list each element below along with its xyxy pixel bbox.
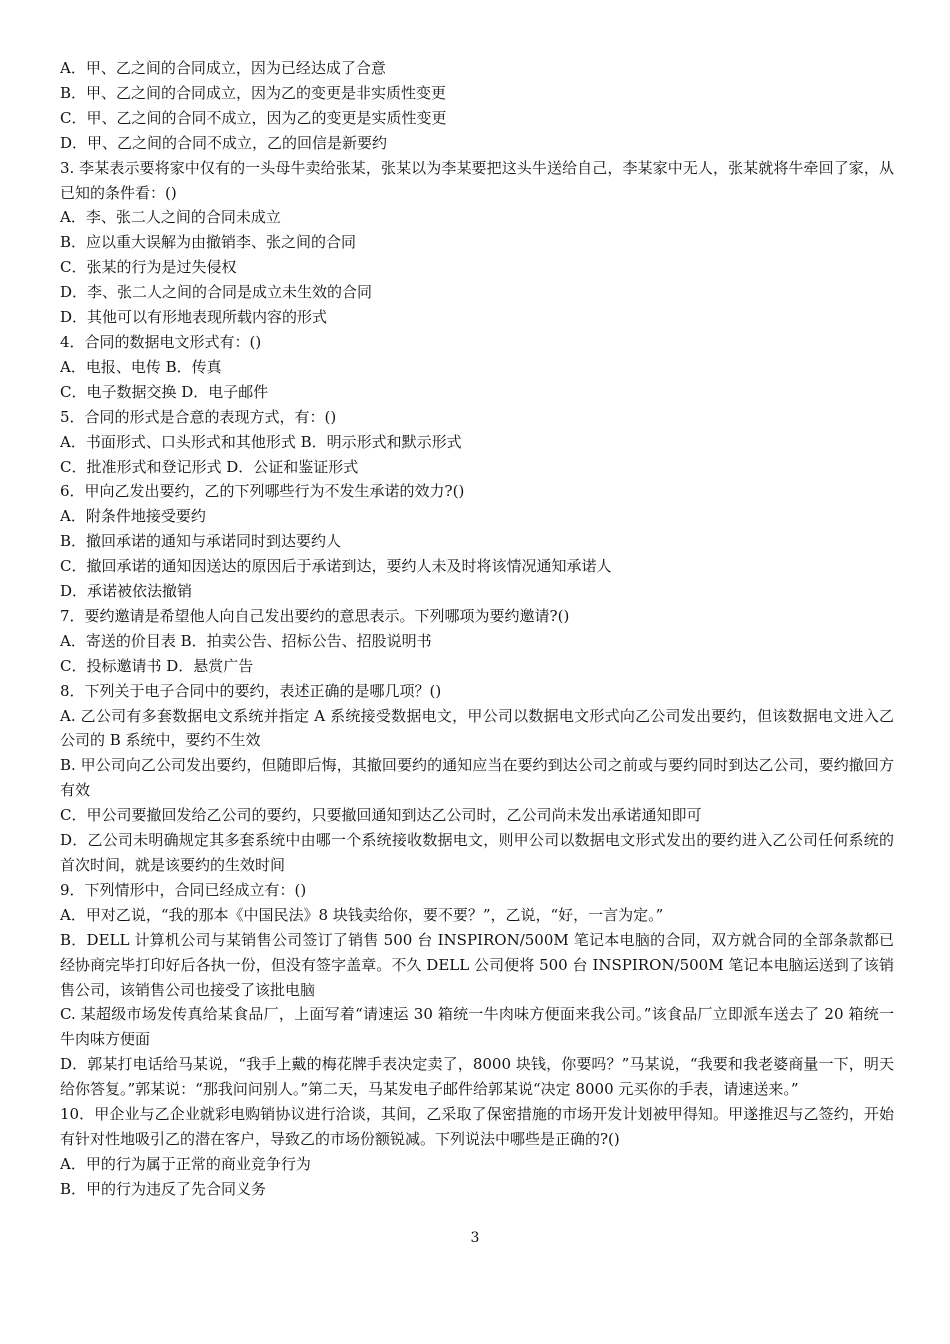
text-line: C．甲公司要撤回发给乙公司的要约，只要撤回通知到达乙公司时，乙公司尚未发出承诺通知即可 [60, 806, 702, 825]
text-line: C．投标邀请书 D．悬赏广告 [60, 656, 254, 675]
question-8: 8．下列关于电子合同中的要约，表述正确的是哪几项？() [60, 681, 442, 700]
text-line: A．附条件地接受要约 [60, 507, 206, 526]
text-line: C．张某的行为是过失侵权 [60, 258, 237, 277]
text-line: A．电报、电传 B．传真 [60, 357, 222, 376]
text-line: A．寄送的价目表 B．拍卖公告、招标公告、招股说明书 [60, 631, 432, 650]
text-line: C．撤回承诺的通知因送达的原因后于承诺到达，要约人未及时将该情况通知承诺人 [60, 557, 612, 576]
text-line: D．李、张二人之间的合同是成立未生效的合同 [60, 283, 373, 302]
text-line: B．甲、乙之间的合同成立，因为乙的变更是非实质性变更 [60, 83, 447, 102]
text-line: B．应以重大误解为由撤销李、张之间的合同 [60, 233, 357, 252]
text-paragraph: A. 乙公司有多套数据电文系统并指定 A 系统接受数据电文，甲公司以数据电文形式向乙公司发出要约，但该数据电文进入乙公司的 B 系统中，要约不生效 [60, 706, 894, 750]
text-line: B．甲的行为违反了先合同义务 [60, 1179, 267, 1198]
text-line: A．甲的行为属于正常的商业竞争行为 [60, 1154, 311, 1173]
text-line: A．李、张二人之间的合同未成立 [60, 208, 281, 227]
text-paragraph: B. 甲公司向乙公司发出要约，但随即后悔，其撤回要约的通知应当在要约到达公司之前或与要约同时到达乙公司，要约撤回方有效 [60, 756, 894, 800]
text-line: D．承诺被依法撤销 [60, 582, 193, 601]
text-line: C．批准形式和登记形式 D．公证和鉴证形式 [60, 457, 359, 476]
question-3: 3. 李某表示要将家中仅有的一头母牛卖给张某，张某以为李某要把这头牛送给自己，李某家中无人，张某就将牛牵回了家，从已知的条件看：() [60, 158, 894, 202]
text-line: C．甲、乙之间的合同不成立，因为乙的变更是实质性变更 [60, 108, 447, 127]
question-7: 7．要约邀请是希望他人向自己发出要约的意思表示。下列哪项为要约邀请?() [60, 606, 570, 625]
text-line: D．其他可以有形地表现所载内容的形式 [60, 308, 328, 327]
page-number: 3 [470, 1230, 480, 1246]
question-9: 9．下列情形中，合同已经成立有：() [60, 880, 307, 899]
text-paragraph: C. 某超级市场发传真给某食品厂，上面写着“请速运 30 箱统一牛肉味方便面来我公司。”该食品厂立即派车送去了 20 箱统一牛肉味方便面 [60, 1005, 894, 1049]
text-line: B．撤回承诺的通知与承诺同时到达要约人 [60, 532, 342, 551]
question-4: 4．合同的数据电文形式有：() [60, 332, 262, 351]
question-5: 5．合同的形式是合意的表现方式，有：() [60, 407, 337, 426]
text-paragraph: D．郭某打电话给马某说，“我手上戴的梅花牌手表决定卖了，8000 块钱，你要吗？”马某说，“我要和我老婆商量一下，明天给你答复。”郭某说：“那我问问别人。”第二天，马某发电子邮件给郭某说“决定 8000 元买你的手表，请速送来。” [60, 1055, 894, 1099]
text-line: A．甲、乙之间的合同成立，因为已经达成了合意 [60, 59, 386, 77]
text-paragraph: B．DELL 计算机公司与某销售公司签订了销售 500 台 INSPIRON/500M 笔记本电脑的合同，双方就合同的全部条款都已经协商完毕打印好后各执一份，但没有签字盖章。不久 DELL 公司便将 500 台 INSPIRON/500M 笔记本电脑运送到了该销售公司，该销售公司也接受了该批电脑 [60, 930, 894, 999]
question-6: 6．甲向乙发出要约，乙的下列哪些行为不发生承诺的效力?() [60, 482, 465, 501]
text-line: D．甲、乙之间的合同不成立，乙的回信是新要约 [60, 133, 388, 152]
text-paragraph: D．乙公司未明确规定其多套系统中由哪一个系统接收数据电文，则甲公司以数据电文形式发出的要约进入乙公司任何系统的首次时间，就是该要约的生效时间 [60, 831, 894, 874]
text-line: A．甲对乙说，“我的那本《中国民法》8 块钱卖给你，要不要？”，乙说，“好，一言为定。” [60, 905, 664, 924]
text-line: A．书面形式、口头形式和其他形式 B．明示形式和默示形式 [60, 432, 462, 451]
text-line: C．电子数据交换 D．电子邮件 [60, 382, 269, 401]
question-10: 10．甲企业与乙企业就彩电购销协议进行洽谈，其间，乙采取了保密措施的市场开发计划被甲得知。甲遂推迟与乙签约，开始有针对性地吸引乙的潜在客户，导致乙的市场份额锐减。下列说法中哪些是正确的?() [60, 1105, 894, 1148]
